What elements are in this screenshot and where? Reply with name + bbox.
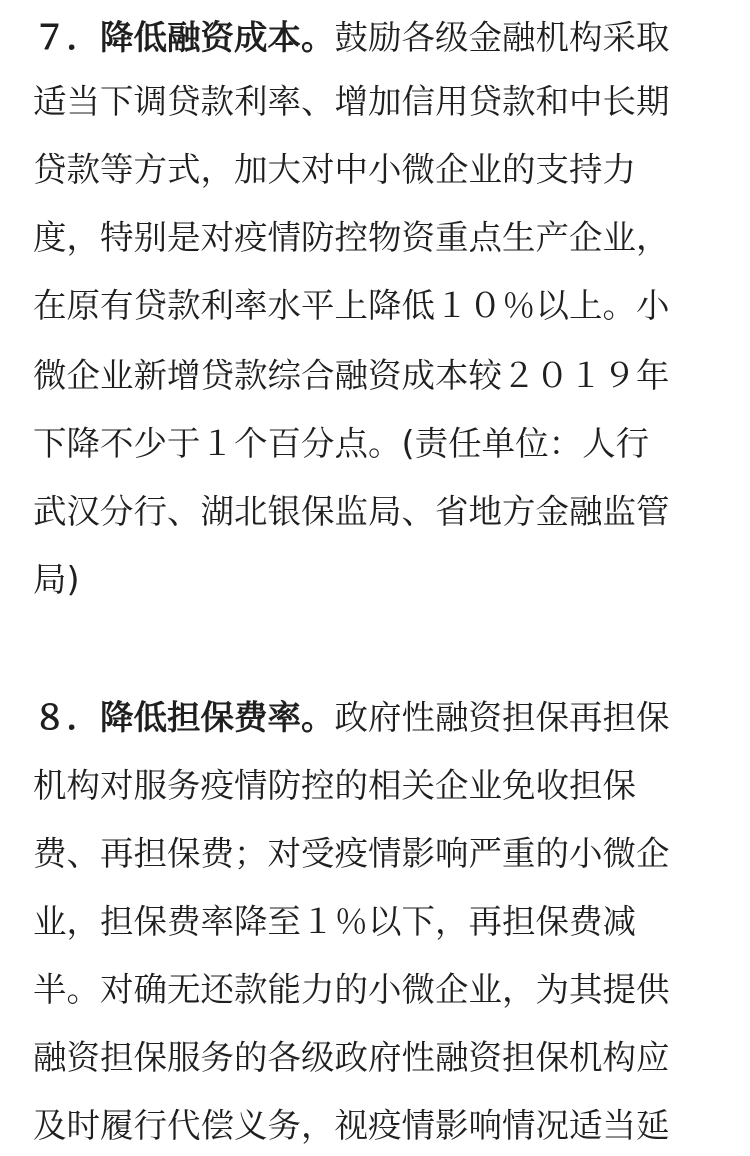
section-7-line bbox=[33, 146, 717, 194]
section-8-text: 半。对确无还款能力的小微企业，为其提供 bbox=[33, 970, 670, 1009]
section-8-line bbox=[33, 1034, 717, 1082]
section-8-text: 费、再担保费；对受疫情影响严重的小微企 bbox=[33, 834, 670, 873]
section-7-line bbox=[33, 488, 717, 536]
section-7-text: 局) bbox=[33, 560, 80, 599]
section-7-line bbox=[33, 352, 717, 400]
section-8-text: 及时履行代偿义务，视疫情影响情况适当延 bbox=[33, 1106, 670, 1145]
section-7-text: 适当下调贷款利率、增加信用贷款和中长期 bbox=[33, 82, 670, 121]
section-7-line bbox=[33, 14, 717, 62]
section-7-text: 度，特别是对疫情防控物资重点生产企业， bbox=[33, 218, 670, 257]
section-8-line bbox=[33, 830, 717, 878]
section-7-text: 贷款等方式，加大对中小微企业的支持力 bbox=[33, 150, 636, 189]
section-8-heading: ８．降低担保费率。 bbox=[33, 698, 335, 737]
section-7-text: 微企业新增贷款综合融资成本较２０１９年 bbox=[33, 356, 670, 395]
section-8-line bbox=[33, 966, 717, 1014]
section-8-line bbox=[33, 694, 717, 742]
section-8-line bbox=[33, 1102, 717, 1150]
section-8-text: 业，担保费率降至１％以下，再担保费减 bbox=[33, 902, 636, 941]
section-7-line bbox=[33, 78, 717, 126]
section-7-line bbox=[33, 282, 717, 330]
section-7-heading: ７．降低融资成本。 bbox=[33, 18, 335, 57]
section-7-line bbox=[33, 420, 717, 468]
section-7-text: 鼓励各级金融机构采取 bbox=[334, 18, 670, 57]
section-7-line bbox=[33, 556, 717, 604]
section-7-text: 下降不少于１个百分点。(责任单位：人行 bbox=[33, 424, 650, 463]
section-7-line bbox=[33, 214, 717, 262]
section-7-text: 武汉分行、湖北银保监局、省地方金融监管 bbox=[33, 492, 670, 531]
section-8-text: 机构对服务疫情防控的相关企业免收担保 bbox=[33, 766, 636, 805]
section-8-line bbox=[33, 898, 717, 946]
section-8-line bbox=[33, 762, 717, 810]
section-8-text: 政府性融资担保再担保 bbox=[334, 698, 670, 737]
section-8-text: 融资担保服务的各级政府性融资担保机构应 bbox=[33, 1038, 670, 1077]
section-7-text: 在原有贷款利率水平上降低１０％以上。小 bbox=[33, 286, 670, 325]
